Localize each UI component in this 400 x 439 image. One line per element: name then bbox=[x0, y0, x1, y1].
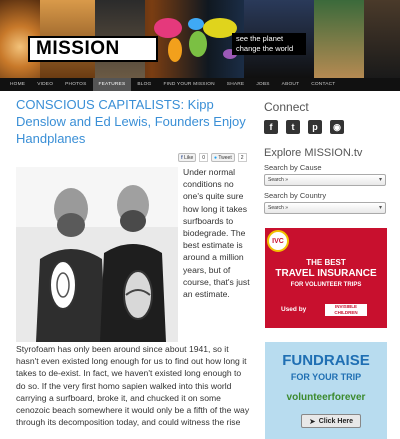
click-here-label: Click Here bbox=[318, 417, 353, 425]
connect-heading: Connect bbox=[264, 100, 309, 114]
ad-fundraise-sub: FOR YOUR TRIP bbox=[290, 372, 362, 382]
nav-video[interactable]: VIDEO bbox=[37, 82, 54, 87]
founders-photo bbox=[16, 167, 178, 342]
cause-label: Search by Cause bbox=[264, 163, 322, 172]
nav-features[interactable]: FEATURES bbox=[93, 78, 132, 91]
facebook-icon: f bbox=[181, 155, 183, 161]
article-header bbox=[16, 96, 252, 147]
share-bar bbox=[178, 153, 247, 162]
article-text-body: Styrofoam has only been around since about 1941, so it hasn't even existed long enough for us to find out how long it takes to de-exist. In fact, we haven't existed long enough to do so. If the very first homo sapien walked into this world carrying a surfboard, broke it, and chucked it on some cenozoic beach somewhere it would only be a fifth of the way through its decomposition today, and could witness the rise bbox=[16, 344, 250, 428]
nav-home[interactable]: HOME bbox=[10, 82, 26, 87]
arrow-right-icon: ➤ bbox=[309, 416, 316, 426]
header-banner bbox=[0, 0, 400, 78]
nav-share[interactable]: SHARE bbox=[226, 82, 245, 87]
nav-blog[interactable]: BLOG bbox=[137, 82, 152, 87]
chevron-down-icon: ▾ bbox=[378, 205, 382, 211]
like-label: Like bbox=[184, 155, 194, 161]
site-logo[interactable] bbox=[28, 36, 158, 62]
volunteer-forever-logo: volunteerforever bbox=[286, 392, 366, 403]
tagline-line-2: change the world bbox=[236, 44, 294, 53]
banner-photo-volunteers bbox=[314, 0, 364, 78]
ad-line-the-best: THE BEST bbox=[306, 258, 346, 267]
tweet-label: Tweet bbox=[218, 155, 232, 161]
tweet-button[interactable] bbox=[211, 153, 235, 162]
sidebar bbox=[264, 100, 390, 219]
travel-insurance-ad[interactable] bbox=[265, 228, 387, 328]
nav-about[interactable]: ABOUT bbox=[281, 82, 300, 87]
chevron-down-icon: ▾ bbox=[378, 177, 382, 183]
ivc-badge bbox=[267, 230, 289, 252]
cause-select-value: Search » bbox=[268, 177, 289, 183]
like-count: 0 bbox=[199, 153, 208, 162]
tweet-count: 2 bbox=[238, 153, 247, 162]
article-title[interactable]: CONSCIOUS CAPITALISTS: Kipp Denslow and Ed Lewis, Founders Enjoy Handplanes bbox=[16, 97, 246, 146]
ivc-badge-text: IVC bbox=[272, 237, 284, 245]
fundraise-ad[interactable] bbox=[265, 342, 387, 439]
facebook-like-button[interactable] bbox=[178, 153, 196, 162]
social-links bbox=[264, 120, 390, 134]
ad-line-travel-insurance: TRAVEL INSURANCE bbox=[275, 268, 377, 279]
site-tagline bbox=[232, 33, 306, 55]
explore-heading: Explore MISSION.tv bbox=[264, 147, 363, 159]
logo-text: MISSION bbox=[36, 38, 120, 59]
article-text-wrap: Under normal conditions no one's quite sure how long it takes surfboards to biodegrade. The best estimate is around a million years, but of course, that's just an estimate. bbox=[183, 167, 250, 300]
country-select[interactable] bbox=[264, 202, 386, 214]
tagline-line-1: see the planet bbox=[236, 34, 284, 43]
pinterest-icon[interactable]: p bbox=[308, 120, 322, 134]
nav-contact[interactable]: CONTACT bbox=[311, 82, 336, 87]
used-by-label: Used by bbox=[281, 306, 307, 313]
nav-find-your-mission[interactable]: FIND YOUR MISSION bbox=[163, 82, 215, 87]
invisible-children-logo: INVISIBLE CHILDREN bbox=[325, 304, 367, 316]
country-select-value: Search » bbox=[268, 205, 289, 211]
twitter-icon: ● bbox=[214, 155, 218, 161]
facebook-icon[interactable]: f bbox=[264, 120, 278, 134]
rss-icon[interactable]: ◉ bbox=[330, 120, 344, 134]
ad-line-volunteer-trips: FOR VOLUNTEER TRIPS bbox=[290, 282, 362, 288]
cause-select[interactable] bbox=[264, 174, 386, 186]
main-nav bbox=[0, 78, 400, 91]
world-map-graphic bbox=[148, 6, 242, 68]
nav-photos[interactable]: PHOTOS bbox=[65, 82, 87, 87]
click-here-button[interactable] bbox=[301, 414, 361, 428]
twitter-icon[interactable]: t bbox=[286, 120, 300, 134]
country-label: Search by Country bbox=[264, 191, 327, 200]
ad-fundraise-heading: FUNDRAISE bbox=[282, 352, 370, 369]
nav-jobs[interactable]: JOBS bbox=[256, 82, 270, 87]
article-photo bbox=[16, 167, 178, 342]
banner-photo-portrait bbox=[364, 0, 400, 78]
